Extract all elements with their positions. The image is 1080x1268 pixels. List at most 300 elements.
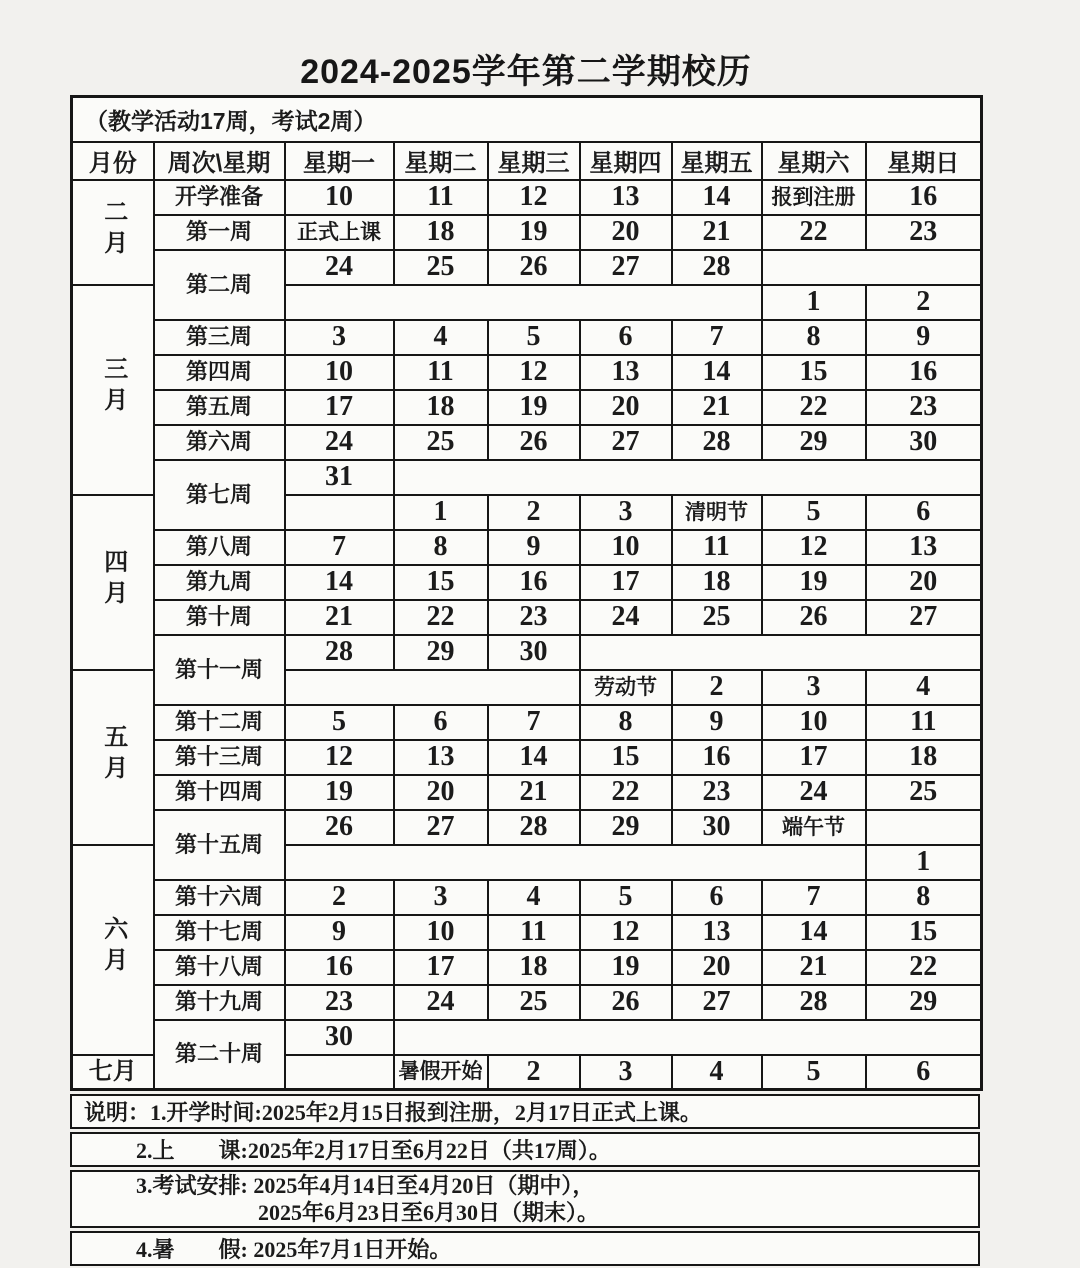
header-thursday: 星期四 [580,142,672,180]
day-cell [394,915,488,950]
day-cell [285,740,394,775]
day-cell [285,460,394,495]
day-label: 23 [702,776,731,807]
calendar-table [70,95,983,1091]
day-label: 22 [909,951,938,982]
day-cell [394,215,488,250]
calendar-row [72,565,982,600]
day-label: 23 [519,601,548,632]
day-cell [285,530,394,565]
day-label: 9 [526,531,541,562]
week-cell [154,390,285,425]
week-label: 开学准备 [174,184,263,209]
note-row-vacation [70,1231,980,1266]
week-cell [154,915,285,950]
day-cell [488,425,580,460]
day-cell [762,425,866,460]
header-week-of-weekday: 周次\星期 [154,142,285,180]
calendar-row [72,915,982,950]
day-label: 15 [426,566,455,597]
calendar-row [72,740,982,775]
week-cell [154,950,285,985]
note-row-exams [70,1170,980,1228]
day-cell [866,600,982,635]
day-cell [488,355,580,390]
day-label: 14 [519,741,548,772]
day-cell [672,915,762,950]
day-cell [285,355,394,390]
day-label: 3 [332,321,346,352]
day-cell [866,425,982,460]
day-cell [488,320,580,355]
empty-cell [285,670,580,705]
day-cell [488,215,580,250]
day-label: 20 [611,216,640,247]
day-label: 14 [325,566,353,597]
day-label: 15 [909,916,938,947]
day-label: 19 [325,776,353,807]
empty-cell [285,495,394,530]
week-cell [154,775,285,810]
day-cell [285,810,394,845]
day-label: 3 [618,496,633,527]
day-label: 11 [910,706,937,737]
day-label: 1 [806,286,821,317]
day-cell [866,355,982,390]
week-cell [154,705,285,740]
day-label: 16 [325,951,353,982]
day-label: 27 [426,811,455,842]
day-label: 29 [611,811,640,842]
calendar-row [72,215,982,250]
day-cell [394,530,488,565]
day-cell [672,390,762,425]
day-cell [488,775,580,810]
day-label: 5 [806,1055,821,1087]
week-cell [154,320,285,355]
day-label: 6 [433,706,448,737]
day-cell [488,705,580,740]
day-cell [285,985,394,1020]
day-cell [672,180,762,215]
day-label: 22 [799,391,828,422]
day-cell [762,530,866,565]
day-label: 29 [909,986,938,1017]
day-label: 14 [799,916,828,947]
day-cell [672,215,762,250]
day-cell [394,495,488,530]
day-label: 23 [909,391,938,422]
day-label: 5 [526,321,541,352]
day-cell [762,705,866,740]
day-cell [488,565,580,600]
day-label: 12 [325,741,353,772]
day-cell [285,880,394,915]
subtitle-row [72,97,982,142]
day-label: 8 [806,321,821,352]
day-cell [488,250,580,285]
notes-section [70,1094,980,1266]
header-tuesday: 星期二 [394,142,488,180]
week-label: 第十三周 [174,744,263,769]
day-label: 21 [702,391,731,422]
day-label: 27 [611,426,640,457]
calendar-row [72,810,982,845]
day-label: 8 [916,881,931,912]
day-cell [394,320,488,355]
day-cell [580,495,672,530]
day-cell [488,985,580,1020]
day-label: 17 [799,741,828,772]
day-cell [580,1055,672,1090]
week-label: 第十周 [185,604,252,629]
day-cell [285,390,394,425]
day-label: 20 [426,776,455,807]
header-friday: 星期五 [672,142,762,180]
day-cell [672,985,762,1020]
day-label: 12 [519,181,548,212]
day-label: 19 [519,216,548,247]
calendar-row [72,635,982,670]
day-label: 29 [799,426,828,457]
header-row [72,142,982,180]
day-label: 8 [433,531,448,562]
day-label: 24 [325,426,353,457]
note-text: 4.暑 假: 2025年7月1日开始。 [136,1237,452,1262]
day-label: 20 [909,566,938,597]
day-label: 4 [526,881,541,912]
day-cell [580,705,672,740]
month-cell [72,845,154,1055]
day-label: 24 [325,251,353,282]
event-label: 清明节 [685,500,748,524]
day-label: 9 [709,706,724,737]
day-cell [866,215,982,250]
day-cell [285,915,394,950]
day-cell [762,565,866,600]
day-label: 18 [702,566,731,597]
calendar-row [72,985,982,1020]
calendar-row [72,355,982,390]
month-label: 七月 [88,1057,137,1085]
event-label: 劳动节 [594,675,657,699]
day-label: 6 [916,496,931,527]
empty-cell [394,460,982,495]
event-cell [285,215,394,250]
day-cell [866,705,982,740]
day-label: 20 [702,951,731,982]
day-cell [672,740,762,775]
day-cell [580,740,672,775]
day-cell [866,775,982,810]
day-cell [866,390,982,425]
note-text: 3.考试安排: 2025年4月14日至4月20日（期中）， [136,1173,595,1198]
day-label: 15 [799,356,828,387]
day-cell [672,565,762,600]
day-label: 19 [611,951,640,982]
week-cell [154,355,285,390]
day-cell [762,320,866,355]
month-cell [72,670,154,845]
day-label: 1 [433,496,448,527]
day-cell [580,775,672,810]
day-label: 28 [519,811,548,842]
day-label: 23 [325,986,353,1017]
day-cell [394,390,488,425]
day-cell [488,180,580,215]
event-cell [672,495,762,530]
day-cell [488,495,580,530]
day-label: 30 [909,426,938,457]
week-label: 第十六周 [174,884,263,909]
day-label: 25 [426,426,455,457]
day-label: 17 [426,951,455,982]
week-label: 第十九周 [174,989,263,1014]
day-label: 15 [611,741,640,772]
day-label: 31 [325,461,353,492]
calendar-sheet [70,95,980,1266]
day-cell [762,1055,866,1090]
day-cell [866,1055,982,1090]
calendar-row [72,250,982,285]
day-label: 4 [916,671,931,702]
day-cell [394,985,488,1020]
event-cell [762,180,866,215]
day-label: 9 [332,916,346,947]
calendar-row [72,705,982,740]
day-label: 4 [433,321,448,352]
day-cell [866,180,982,215]
day-cell [580,320,672,355]
day-cell [394,425,488,460]
day-label: 19 [519,391,548,422]
day-cell [762,600,866,635]
day-cell [672,1055,762,1090]
day-cell [580,600,672,635]
empty-cell [285,285,762,320]
day-label: 12 [611,916,640,947]
day-cell [762,775,866,810]
day-label: 13 [426,741,455,772]
day-cell [672,355,762,390]
note-row-classes [70,1132,980,1167]
day-label: 19 [799,566,828,597]
day-cell [866,985,982,1020]
day-label: 13 [611,181,640,212]
day-label: 13 [611,356,640,387]
week-label: 第九周 [185,569,252,594]
day-cell [762,880,866,915]
calendar-row [72,530,982,565]
page-title: 2024-2025学年第二学期校历 [300,53,752,91]
day-label: 22 [799,216,828,247]
month-cell [72,285,154,495]
day-label: 30 [702,811,731,842]
day-cell [285,705,394,740]
day-label: 28 [325,636,353,667]
day-label: 2 [526,1055,541,1087]
day-label: 10 [799,706,828,737]
day-cell [394,775,488,810]
month-label: 六月 [99,916,127,978]
day-cell [672,775,762,810]
day-cell [580,250,672,285]
week-label: 第十四周 [174,779,263,804]
week-cell [154,530,285,565]
day-cell [866,915,982,950]
header-sunday: 星期日 [866,142,982,180]
day-label: 7 [709,321,724,352]
calendar-row [72,950,982,985]
header-wednesday: 星期三 [488,142,580,180]
day-label: 3 [806,671,821,702]
day-label: 14 [702,181,731,212]
day-cell [866,320,982,355]
day-cell [762,950,866,985]
calendar-body [72,180,982,1090]
day-label: 18 [426,391,455,422]
week-cell [154,215,285,250]
day-label: 3 [618,1055,633,1087]
day-label: 14 [702,356,731,387]
month-cell [72,1055,154,1090]
week-label: 第十一周 [174,656,263,682]
day-cell [488,1055,580,1090]
month-label: 三月 [99,356,127,418]
day-cell [285,250,394,285]
day-cell [866,740,982,775]
day-label: 24 [426,986,455,1017]
day-label: 21 [519,776,548,807]
day-cell [580,880,672,915]
day-label: 10 [426,916,455,947]
day-cell [866,950,982,985]
day-cell [580,355,672,390]
week-cell [154,740,285,775]
day-cell [762,670,866,705]
day-label: 25 [426,251,455,282]
day-label: 2 [916,286,931,317]
day-cell [580,565,672,600]
day-label: 5 [332,706,346,737]
day-cell [762,355,866,390]
day-cell [394,950,488,985]
note-row-opening [70,1094,980,1129]
day-label: 11 [427,356,454,387]
day-cell [285,320,394,355]
day-label: 28 [702,251,731,282]
day-cell [488,740,580,775]
day-label: 2 [526,496,541,527]
day-cell [285,775,394,810]
week-cell [154,810,285,880]
day-cell [488,635,580,670]
day-label: 11 [520,916,547,947]
day-label: 27 [909,601,938,632]
day-cell [488,530,580,565]
day-label: 7 [332,531,346,562]
day-label: 26 [519,426,548,457]
day-cell [394,180,488,215]
day-label: 18 [909,741,938,772]
day-cell [672,880,762,915]
day-cell [672,530,762,565]
day-cell [394,600,488,635]
day-cell [762,390,866,425]
month-cell [72,495,154,670]
week-cell [154,425,285,460]
week-label: 第十七周 [174,919,263,944]
day-cell [762,285,866,320]
day-label: 28 [799,986,828,1017]
calendar-row [72,1020,982,1055]
calendar-row [72,320,982,355]
month-label: 五月 [99,723,127,786]
day-label: 27 [702,986,731,1017]
calendar-row [72,180,982,215]
day-cell [762,915,866,950]
day-cell [866,495,982,530]
header-saturday: 星期六 [762,142,866,180]
week-cell [154,880,285,915]
day-label: 10 [325,181,353,212]
day-cell [580,530,672,565]
day-label: 17 [325,391,353,422]
day-label: 7 [526,706,541,737]
event-label: 正式上课 [297,220,381,244]
note-text: 说明：1.开学时间:2025年2月15日报到注册，2月17日正式上课。 [84,1100,702,1125]
empty-cell [866,810,982,845]
day-label: 24 [611,601,640,632]
week-label: 第十八周 [174,954,263,979]
day-label: 9 [916,321,931,352]
week-label: 第七周 [185,481,252,507]
day-cell [672,950,762,985]
day-cell [394,250,488,285]
day-cell [762,495,866,530]
calendar-row [72,460,982,495]
day-label: 6 [709,881,724,912]
empty-cell [762,250,982,285]
day-cell [285,425,394,460]
day-cell [394,635,488,670]
empty-cell [580,635,982,670]
day-cell [580,950,672,985]
day-label: 25 [519,986,548,1017]
subtitle-text: （教学活动17周，考试2周） [72,97,982,142]
day-label: 18 [519,951,548,982]
day-label: 25 [909,776,938,807]
day-label: 25 [702,601,731,632]
day-label: 10 [611,531,640,562]
empty-cell [394,1020,982,1055]
week-label: 第八周 [185,534,252,559]
day-label: 12 [519,356,548,387]
event-cell [580,670,672,705]
day-cell [285,635,394,670]
day-cell [488,600,580,635]
empty-cell [285,845,866,880]
day-cell [580,390,672,425]
day-label: 30 [519,636,548,667]
day-label: 10 [325,356,353,387]
event-label: 端午节 [782,815,845,839]
day-cell [488,950,580,985]
week-label: 第一周 [185,219,252,244]
day-label: 26 [325,811,353,842]
week-cell [154,250,285,320]
week-label: 第二十周 [174,1041,263,1067]
